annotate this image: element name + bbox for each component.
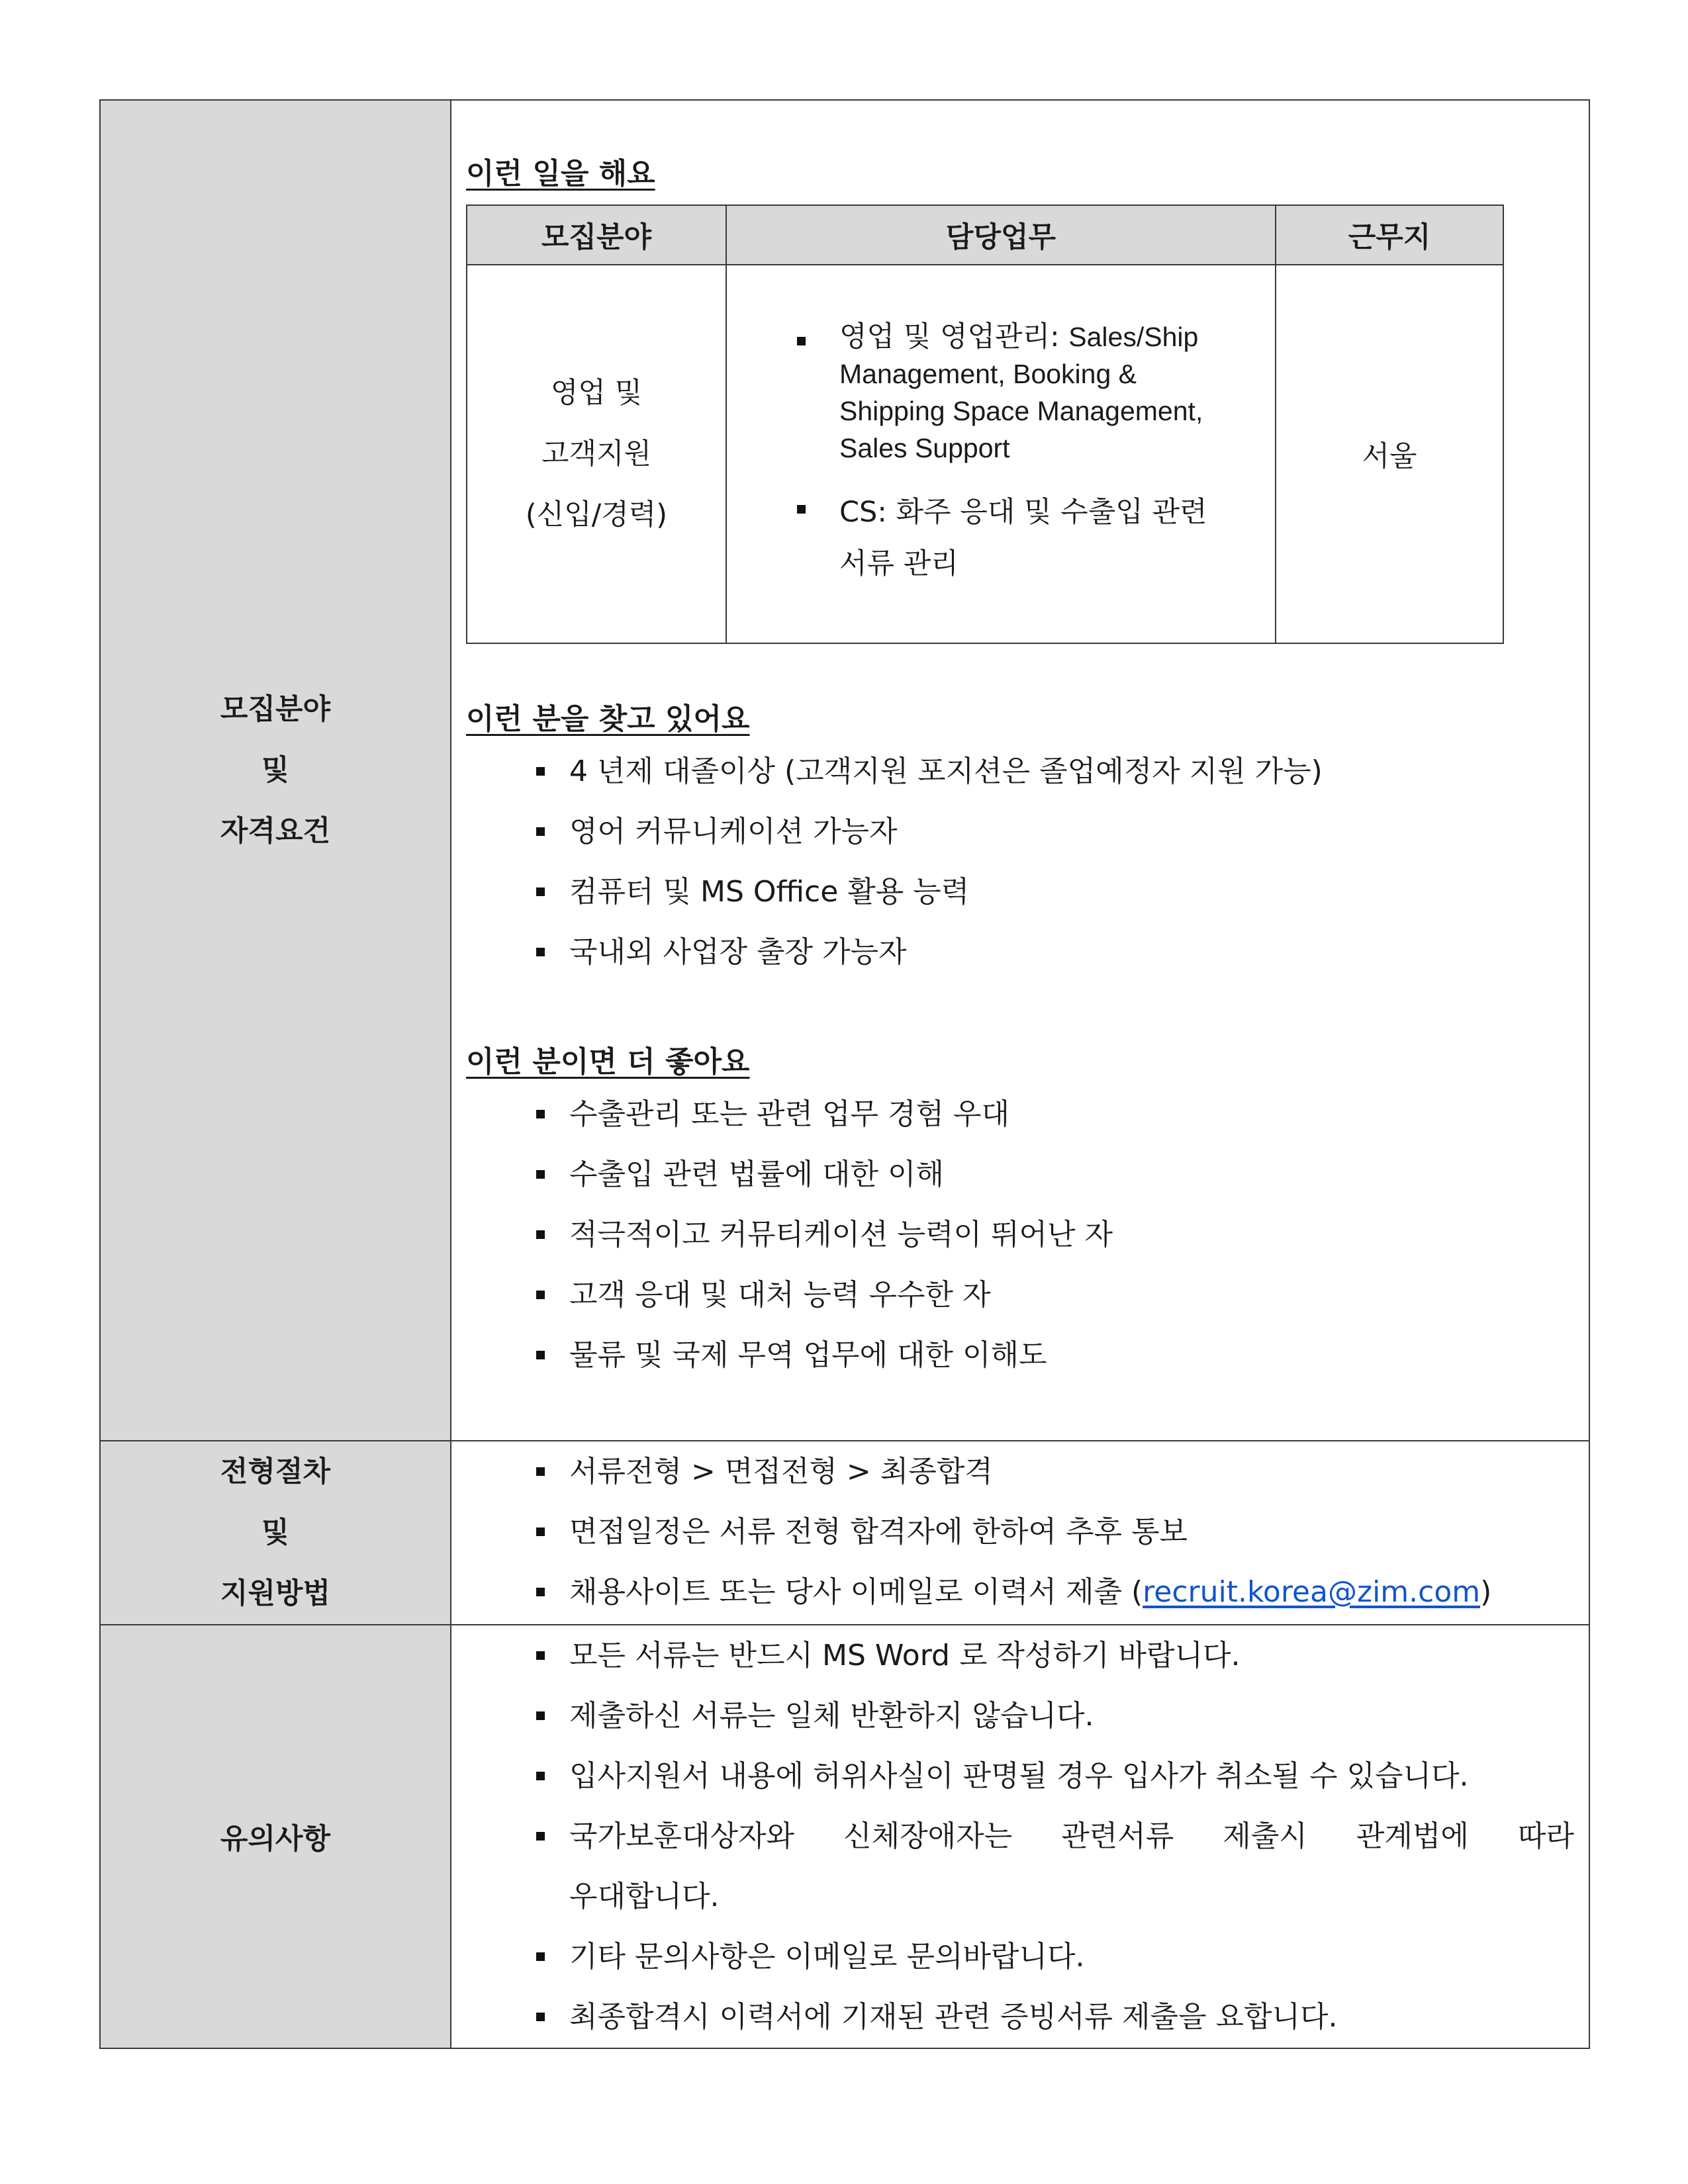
preference-item: 수출입 관련 법률에 대한 이해 <box>451 1144 1589 1205</box>
duty-item: CS: 화주 응대 및 수출입 관련 서류 관리 <box>839 486 1235 590</box>
duty-list <box>727 318 1275 590</box>
process-item-apply <box>451 1562 1589 1622</box>
field-line: 고객지원 <box>541 437 652 471</box>
preference-item: 고객 응대 및 대처 능력 우수한 자 <box>451 1265 1589 1325</box>
position-table <box>466 205 1504 644</box>
requirement-item: 국내외 사업장 출장 가능자 <box>451 922 1589 982</box>
field-line: 영업 및 <box>550 377 643 410</box>
duty-item-korean: 영업 및 영업관리: <box>839 320 1069 353</box>
requirements-heading: 이런 분을 찾고 있어요 <box>466 702 750 736</box>
recruit-label-line: 모집분야 <box>220 693 331 726</box>
process-content <box>451 1441 1589 1625</box>
notes-content <box>451 1625 1589 2048</box>
process-item: 서류전형 > 면접전형 > 최종합격 <box>451 1441 1589 1502</box>
process-list <box>451 1441 1589 1622</box>
header-field: 모집분야 <box>467 205 726 265</box>
note-item-veteran-cont: 우대합니다. <box>569 1880 720 1913</box>
notes-label: 유의사항 <box>100 1625 451 2048</box>
cell-duties <box>726 265 1276 643</box>
apply-text: 채용사이트 또는 당사 이메일로 이력서 제출 ( <box>569 1575 1143 1609</box>
duty-item-english: Sales/Ship Management, Booking & Shipping Space Management, Sales Support <box>839 322 1203 463</box>
preference-item: 수출관리 또는 관련 업무 경험 우대 <box>451 1084 1589 1144</box>
note-item: 입사지원서 내용에 허위사실이 판명될 경우 입사가 취소될 수 있습니다. <box>451 1746 1589 1806</box>
duties-heading: 이런 일을 해요 <box>466 157 655 191</box>
notes-row <box>100 1625 1589 2048</box>
header-location: 근무지 <box>1276 205 1503 265</box>
notes-list <box>451 1625 1589 2047</box>
note-item: 모든 서류는 반드시 MS Word 로 작성하기 바랍니다. <box>451 1625 1589 1686</box>
recruit-row <box>100 100 1589 1441</box>
process-label-line: 및 <box>261 1516 289 1549</box>
process-label-line: 지원방법 <box>220 1577 331 1610</box>
header-duties: 담당업무 <box>726 205 1276 265</box>
recruit-label-line: 자격요건 <box>220 815 331 848</box>
requirements-list <box>451 741 1589 982</box>
job-posting-table <box>99 99 1590 2049</box>
note-item: 기타 문의사항은 이메일로 문의바랍니다. <box>451 1927 1589 1987</box>
preference-item: 적극적이고 커뮤티케이션 능력이 뛰어난 자 <box>451 1205 1589 1265</box>
field-line: (신입/경력) <box>525 498 668 531</box>
position-table-row <box>467 265 1503 643</box>
cell-field <box>467 265 726 643</box>
recruit-label <box>100 100 451 1441</box>
preference-item: 물류 및 국제 무역 업무에 대한 이해도 <box>451 1325 1589 1385</box>
note-item: 최종합격시 이력서에 기재된 관련 증빙서류 제출을 요합니다. <box>451 1987 1589 2047</box>
process-label <box>100 1441 451 1625</box>
preferences-list <box>451 1084 1589 1385</box>
process-item: 면접일정은 서류 전형 합격자에 한하여 추후 통보 <box>451 1502 1589 1562</box>
recruit-content <box>451 100 1589 1441</box>
process-row <box>100 1441 1589 1625</box>
email-link[interactable]: recruit.korea@zim.com <box>1143 1575 1481 1609</box>
apply-close: ) <box>1480 1575 1492 1609</box>
cell-location: 서울 <box>1276 265 1503 643</box>
note-item: 제출하신 서류는 일체 반환하지 않습니다. <box>451 1686 1589 1746</box>
requirement-item: 영어 커뮤니케이션 가능자 <box>451 801 1589 862</box>
requirement-item: 4 년제 대졸이상 (고객지원 포지션은 졸업예정자 지원 가능) <box>451 741 1589 801</box>
preferences-heading: 이런 분이면 더 좋아요 <box>466 1045 750 1079</box>
note-item-veteran: 국가보훈대상자와 신체장애자는 관련서류 제출시 관계법에 따라 <box>451 1806 1589 1866</box>
process-label-line: 전형절차 <box>220 1455 331 1488</box>
recruit-label-line: 및 <box>261 754 289 787</box>
requirement-item: 컴퓨터 및 MS Office 활용 능력 <box>451 862 1589 922</box>
duty-item <box>839 318 1235 467</box>
position-table-header-row <box>467 205 1503 265</box>
